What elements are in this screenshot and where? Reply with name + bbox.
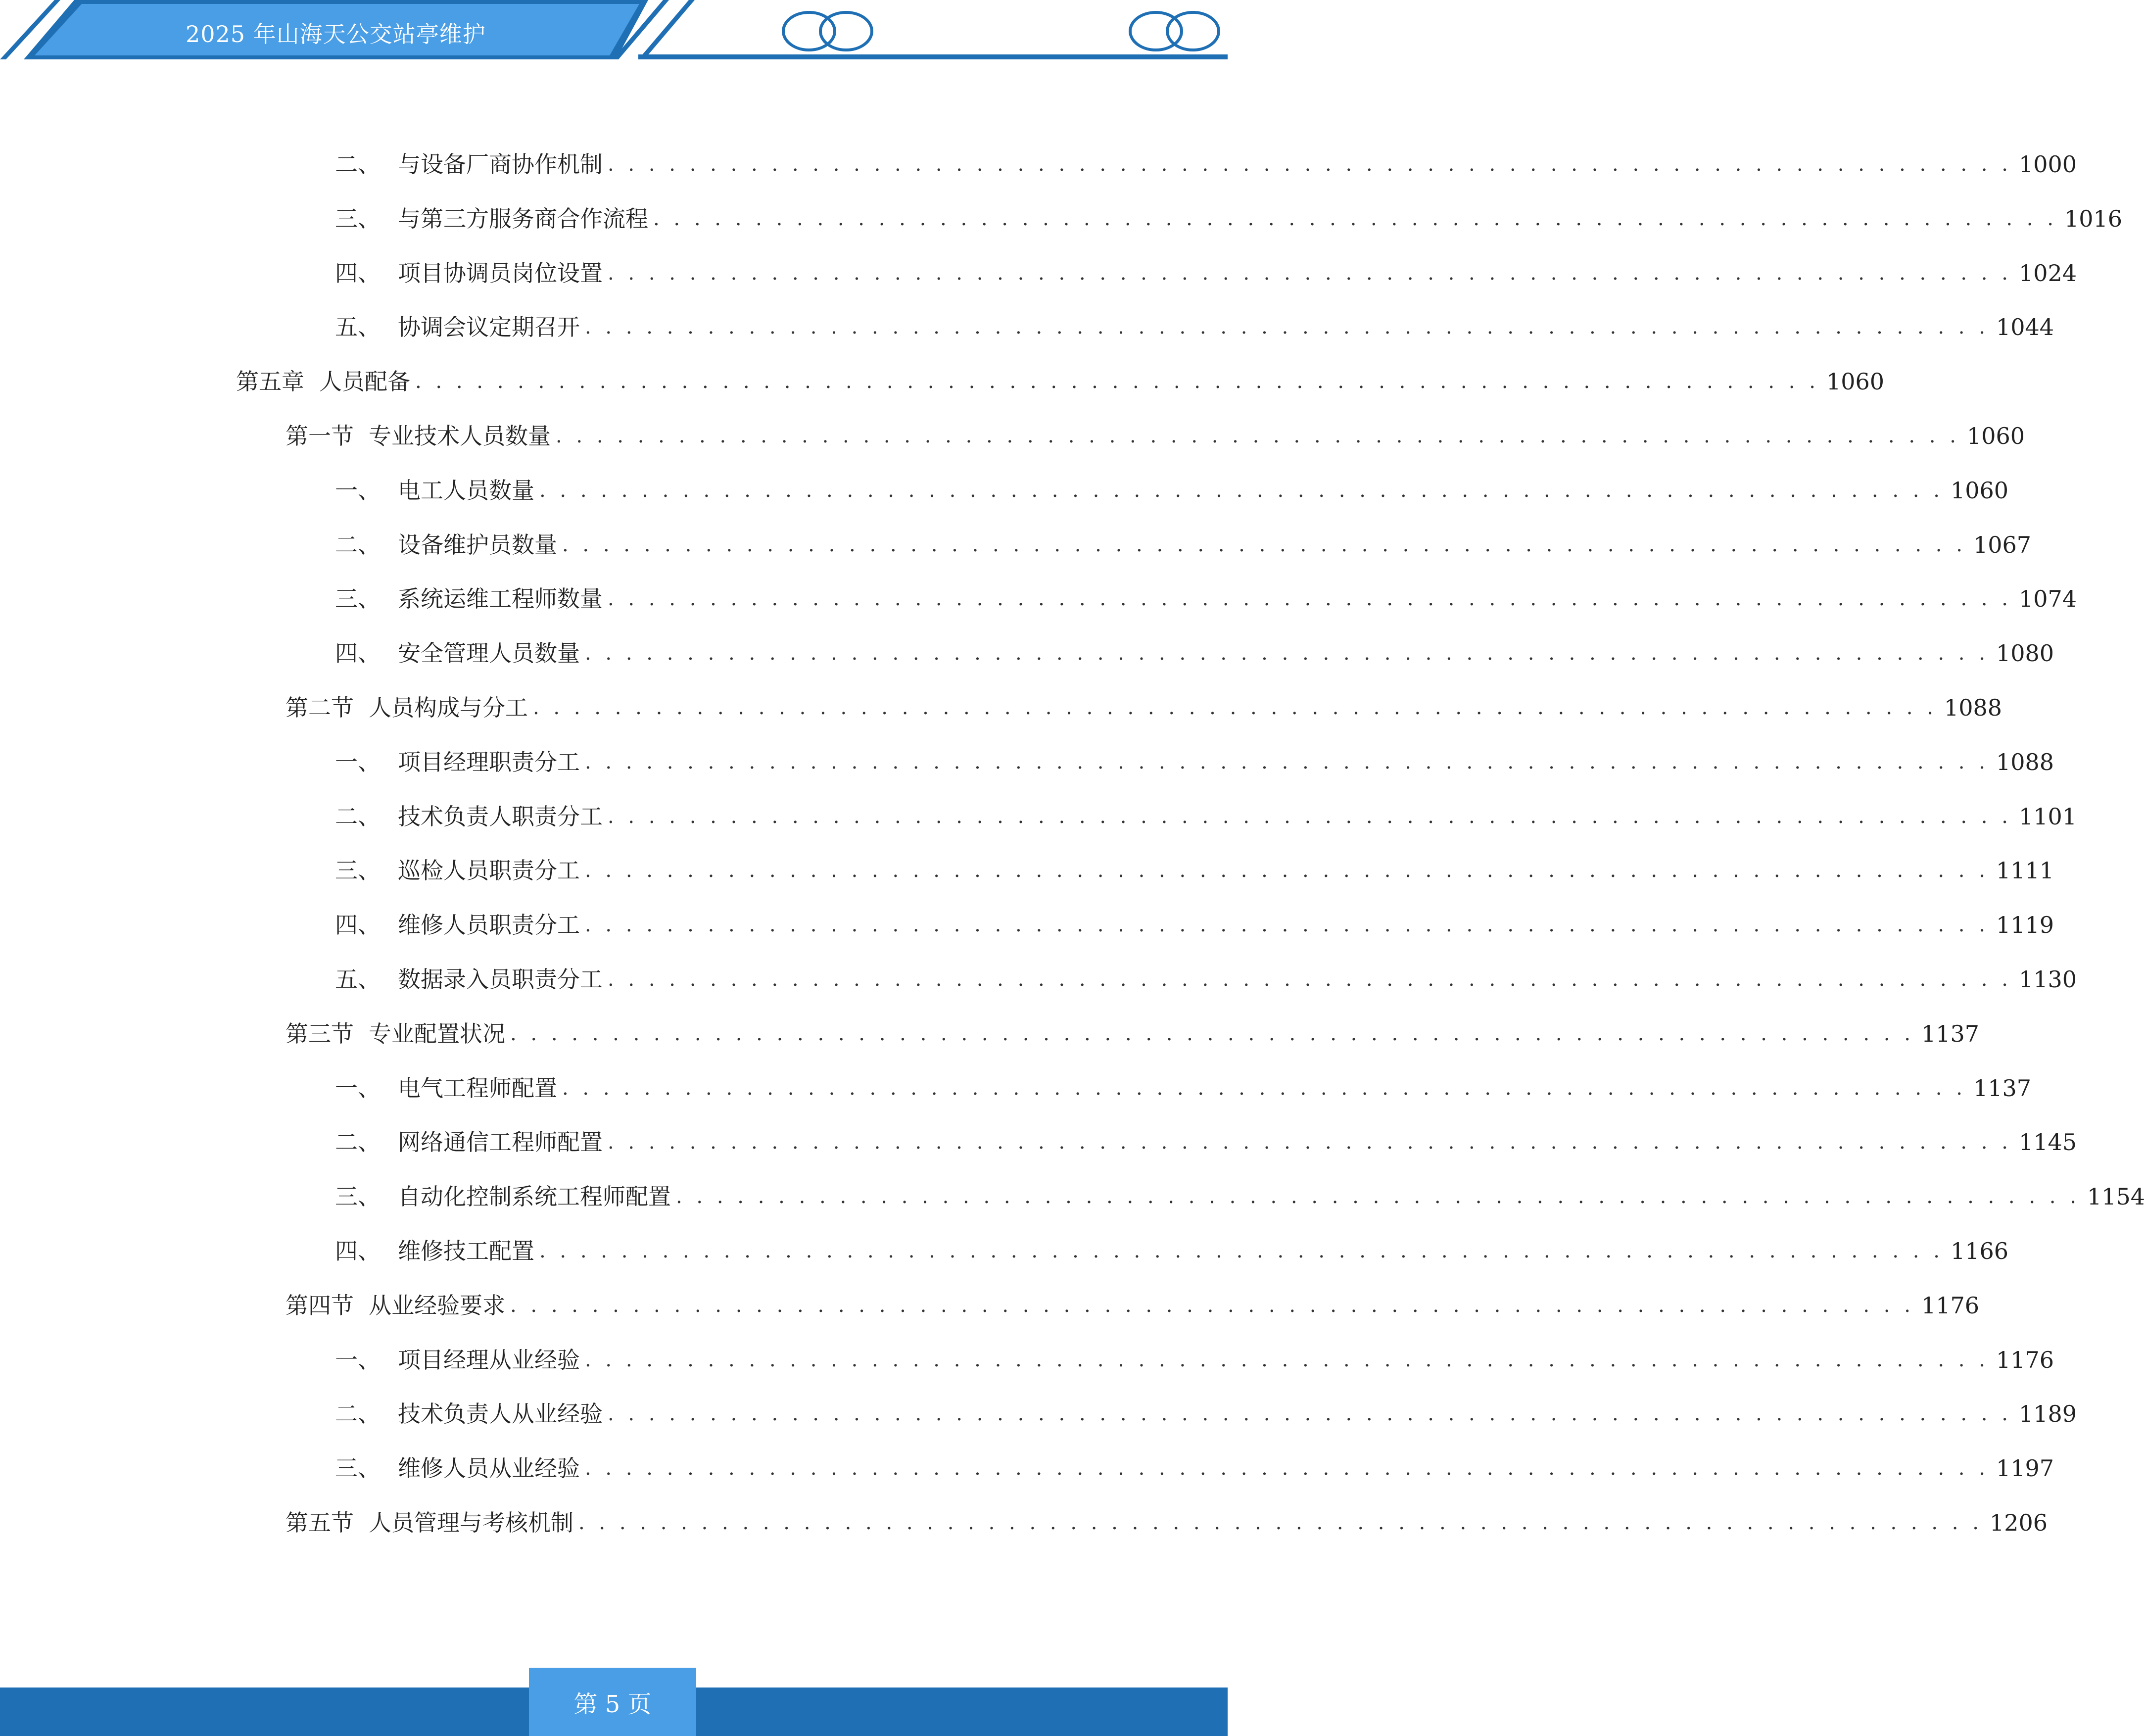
- toc-leader-dots: . . . . . . . . . . . . . . . . . . . . . . . . . . . . . . . . . . . . . . . . . . . . . . . . . . . . . . . . . . . . . . . . . . . . .: [585, 1457, 1989, 1480]
- toc-entry-number: 四、: [335, 1238, 381, 1264]
- toc-entry-page: 1189: [2018, 1400, 2077, 1427]
- toc-entry-title: 与第三方服务商合作流程: [398, 205, 648, 232]
- toc-entry-page: 1137: [1921, 1020, 1980, 1047]
- toc-leader-dots: . . . . . . . . . . . . . . . . . . . . . . . . . . . . . . . . . . . . . . . . . . . . . . . . . . . . . . . . . . . . . . . . . . . . .: [510, 1294, 1914, 1317]
- toc-entry-title: 与设备厂商协作机制: [398, 151, 603, 178]
- toc-leader-dots: . . . . . . . . . . . . . . . . . . . . . . . . . . . . . . . . . . . . . . . . . . . . . . . . . . . . . . . . . . . . . . . . . . . . .: [585, 642, 1989, 665]
- toc-entry-page: 1206: [1989, 1509, 2048, 1536]
- toc-entry-page: 1067: [1973, 531, 2032, 558]
- toc-leader-dots: . . . . . . . . . . . . . . . . . . . . . . . . . . . . . . . . . . . . . . . . . . . . . . . . . . . . . . . . . . . . . . . . . . . . .: [539, 479, 1944, 502]
- toc-entry[interactable]: [286, 1016, 1980, 1051]
- toc-entry-title: 从业经验要求: [369, 1292, 505, 1319]
- toc-entry-title: 设备维护员数量: [398, 531, 557, 558]
- toc-entry-number: 二、: [335, 1400, 381, 1427]
- toc-entry[interactable]: [335, 310, 2054, 344]
- toc-entry-number: 三、: [335, 585, 381, 612]
- toc-entry-page: 1176: [1996, 1347, 2054, 1373]
- toc-leader-dots: . . . . . . . . . . . . . . . . . . . . . . . . . . . . . . . . . . . . . . . . . . . . . . . . . . . . . . . . . . . . . . . . . . . . .: [562, 533, 1966, 556]
- toc-entry-number: 三、: [335, 857, 381, 884]
- toc-entry[interactable]: [335, 147, 2077, 182]
- toc-entry-page: 1130: [2018, 966, 2077, 993]
- toc-entry[interactable]: [335, 1397, 2077, 1431]
- toc-entry-title: 人员配备: [319, 368, 410, 395]
- toc-leader-dots: . . . . . . . . . . . . . . . . . . . . . . . . . . . . . . . . . . . . . . . . . . . . . . . . . . . . . . . . . . . . . . . . . . . . .: [608, 587, 2012, 610]
- toc-entry-number: 第二节: [286, 694, 354, 721]
- toc-entry-number: 三、: [335, 1183, 381, 1210]
- toc-entry[interactable]: [335, 1451, 2054, 1486]
- toc-entry-page: 1016: [2064, 205, 2123, 232]
- toc-entry-title: 人员管理与考核机制: [369, 1509, 573, 1536]
- toc-entry[interactable]: [335, 1234, 2009, 1268]
- toc-entry-title: 项目经理职责分工: [398, 749, 580, 775]
- toc-entry-title: 自动化控制系统工程师配置: [398, 1183, 671, 1210]
- toc-entry-page: 1176: [1921, 1292, 1980, 1319]
- toc-leader-dots: . . . . . . . . . . . . . . . . . . . . . . . . . . . . . . . . . . . . . . . . . . . . . . . . . . . . . . . . . . . . . . . . . . . . .: [562, 1077, 1966, 1100]
- toc-entry-page: 1111: [1996, 857, 2054, 884]
- toc-entry[interactable]: [335, 473, 2009, 508]
- toc-entry[interactable]: [335, 636, 2054, 671]
- toc-entry-page: 1088: [1996, 749, 2054, 775]
- toc-entry[interactable]: [335, 581, 2077, 616]
- header-title: 2025 年山海天公交站亭维护: [186, 21, 486, 48]
- toc-entry[interactable]: [286, 1288, 1980, 1323]
- toc-leader-dots: . . . . . . . . . . . . . . . . . . . . . . . . . . . . . . . . . . . . . . . . . . . . . . . . . . . . . . . . . . . . . . . . . . . . .: [608, 968, 2012, 991]
- page-number: 第 5 页: [573, 1690, 652, 1718]
- toc-entry-title: 项目协调员岗位设置: [398, 260, 603, 287]
- toc-leader-dots: . . . . . . . . . . . . . . . . . . . . . . . . . . . . . . . . . . . . . . . . . . . . . . . . . . . . . . . . . . . . . . . . . . . . .: [585, 1349, 1989, 1371]
- toc-entry-title: 专业配置状况: [369, 1020, 505, 1047]
- toc-entry[interactable]: [335, 1125, 2077, 1159]
- toc-entry-page: 1044: [1996, 314, 2054, 340]
- toc-entry-title: 专业技术人员数量: [369, 423, 551, 449]
- toc-entry-title: 人员构成与分工: [369, 694, 528, 721]
- toc-entry-number: 二、: [335, 531, 381, 558]
- toc-entry[interactable]: [335, 908, 2054, 942]
- toc-entry-title: 安全管理人员数量: [398, 640, 580, 667]
- toc-entry-title: 项目经理从业经验: [398, 1347, 580, 1373]
- toc-entry-title: 巡检人员职责分工: [398, 857, 580, 884]
- toc-entry-page: 1088: [1944, 694, 2002, 721]
- toc-leader-dots: . . . . . . . . . . . . . . . . . . . . . . . . . . . . . . . . . . . . . . . . . . . . . . . . . . . . . . . . . . . . . . . . . . . . .: [585, 751, 1989, 773]
- rings-logo-icon: [1130, 12, 1219, 50]
- toc-entry[interactable]: [286, 690, 2002, 725]
- toc-entry-page: 1080: [1996, 640, 2054, 667]
- toc-leader-dots: . . . . . . . . . . . . . . . . . . . . . . . . . . . . . . . . . . . . . . . . . . . . . . . . . . . . . . . . . . . . . . . . . . . . .: [510, 1022, 1914, 1045]
- toc-leader-dots: . . . . . . . . . . . . . . . . . . . . . . . . . . . . . . . . . . . . . . . . . . . . . . . . . . . . . . . . . . . . . . . . . . . . .: [608, 805, 2012, 828]
- toc-entry-page: 1154: [2087, 1183, 2145, 1210]
- toc-entry[interactable]: [286, 1505, 2048, 1540]
- toc-leader-dots: . . . . . . . . . . . . . . . . . . . . . . . . . . . . . . . . . . . . . . . . . . . . . . . . . . . . . . . . . . . . . . . . . . . . .: [653, 207, 2057, 230]
- toc-leader-dots: . . . . . . . . . . . . . . . . . . . . . . . . . . . . . . . . . . . . . . . . . . . . . . . . . . . . . . . . . . . . . . . . . . . . .: [556, 425, 1960, 447]
- toc-entry[interactable]: [335, 1179, 2145, 1214]
- toc-entry-page: 1137: [1973, 1075, 2032, 1102]
- toc-leader-dots: . . . . . . . . . . . . . . . . . . . . . . . . . . . . . . . . . . . . . . . . . . . . . . . . . . . . . . . . . . . . . . . . . . . . .: [585, 316, 1989, 338]
- toc-entry-page: 1166: [1950, 1238, 2009, 1264]
- toc-entry-title: 电工人员数量: [398, 477, 534, 504]
- toc-entry-title: 数据录入员职责分工: [398, 966, 603, 993]
- toc-entry-number: 第一节: [286, 423, 354, 449]
- toc-leader-dots: . . . . . . . . . . . . . . . . . . . . . . . . . . . . . . . . . . . . . . . . . . . . . . . . . . . . . . . . . . . . . . . . . . . . .: [585, 859, 1989, 882]
- toc-entry-number: 四、: [335, 640, 381, 667]
- toc-entry-number: 二、: [335, 803, 381, 830]
- toc-entry-title: 网络通信工程师配置: [398, 1129, 603, 1156]
- toc-entry-page: 1119: [1996, 912, 2054, 938]
- toc-leader-dots: . . . . . . . . . . . . . . . . . . . . . . . . . . . . . . . . . . . . . . . . . . . . . . . . . . . . . . . . . . . . . . . . . . . . .: [585, 914, 1989, 936]
- toc-entry-number: 二、: [335, 151, 381, 178]
- toc-entry[interactable]: [335, 256, 2077, 290]
- toc-leader-dots: . . . . . . . . . . . . . . . . . . . . . . . . . . . . . . . . . . . . . . . . . . . . . . . . . . . . . . . . . . . . . . . . . . . . .: [539, 1240, 1944, 1262]
- toc-leader-dots: . . . . . . . . . . . . . . . . . . . . . . . . . . . . . . . . . . . . . . . . . . . . . . . . . . . . . . . . . . . . . . . . . . . . .: [676, 1185, 2080, 1208]
- toc-leader-dots: . . . . . . . . . . . . . . . . . . . . . . . . . . . . . . . . . . . . . . . . . . . . . . . . . . . . . . . . . . . . . . . . . . . . .: [415, 370, 1819, 393]
- toc-entry-title: 电气工程师配置: [398, 1075, 557, 1102]
- toc-entry-title: 技术负责人从业经验: [398, 1400, 603, 1427]
- toc-entry-number: 一、: [335, 749, 381, 775]
- toc-entry-page: 1060: [1950, 477, 2009, 504]
- toc-leader-dots: . . . . . . . . . . . . . . . . . . . . . . . . . . . . . . . . . . . . . . . . . . . . . . . . . . . . . . . . . . . . . . . . . . . . .: [608, 153, 2012, 176]
- page-number-box: [529, 1668, 696, 1736]
- toc-entry-title: 维修技工配置: [398, 1238, 534, 1264]
- toc-entry[interactable]: [335, 201, 2123, 236]
- toc-entry-number: 四、: [335, 260, 381, 287]
- toc-entry-title: 维修人员从业经验: [398, 1455, 580, 1482]
- toc-entry-title: 技术负责人职责分工: [398, 803, 603, 830]
- toc-entry-page: 1145: [2018, 1129, 2077, 1156]
- header-decoration: [0, 0, 1228, 69]
- toc-entry[interactable]: [335, 1071, 2032, 1106]
- toc-leader-dots: . . . . . . . . . . . . . . . . . . . . . . . . . . . . . . . . . . . . . . . . . . . . . . . . . . . . . . . . . . . . . . . . . . . . .: [608, 262, 2012, 285]
- toc-entry-number: 一、: [335, 1075, 381, 1102]
- toc-entry-number: 五、: [335, 966, 381, 993]
- toc-entry-number: 四、: [335, 912, 381, 938]
- toc-entry-number: 一、: [335, 1347, 381, 1373]
- toc-leader-dots: . . . . . . . . . . . . . . . . . . . . . . . . . . . . . . . . . . . . . . . . . . . . . . . . . . . . . . . . . . . . . . . . . . . . .: [533, 696, 1937, 719]
- toc-entry[interactable]: [335, 745, 2054, 779]
- toc-entry-number: 一、: [335, 477, 381, 504]
- toc-entry[interactable]: [335, 853, 2054, 888]
- toc-entry-number: 三、: [335, 1455, 381, 1482]
- toc-entry-page: 1101: [2018, 803, 2077, 830]
- toc-entry-page: 1024: [2018, 260, 2077, 287]
- toc-entry[interactable]: [286, 419, 2025, 453]
- toc-entry[interactable]: [335, 962, 2077, 997]
- toc-leader-dots: . . . . . . . . . . . . . . . . . . . . . . . . . . . . . . . . . . . . . . . . . . . . . . . . . . . . . . . . . . . . . . . . . . . . .: [608, 1402, 2012, 1425]
- toc-entry-page: 1074: [2018, 585, 2077, 612]
- toc-entry-number: 三、: [335, 205, 381, 232]
- toc-entry-page: 1060: [1966, 423, 2025, 449]
- toc-entry[interactable]: [236, 364, 1885, 399]
- toc-entry-number: 第三节: [286, 1020, 354, 1047]
- toc-entry-page: 1197: [1996, 1455, 2054, 1482]
- toc-entry-title: 协调会议定期召开: [398, 314, 580, 340]
- toc-entry[interactable]: [335, 799, 2077, 834]
- toc-leader-dots: . . . . . . . . . . . . . . . . . . . . . . . . . . . . . . . . . . . . . . . . . . . . . . . . . . . . . . . . . . . . . . . . . . . . .: [578, 1511, 1983, 1534]
- rings-logo-icon: [783, 12, 872, 50]
- toc-entry[interactable]: [335, 1343, 2054, 1377]
- toc-entry-number: 第四节: [286, 1292, 354, 1319]
- header-right-line: [638, 54, 1228, 59]
- toc-entry-number: 五、: [335, 314, 381, 340]
- toc-entry[interactable]: [335, 528, 2032, 562]
- toc-leader-dots: . . . . . . . . . . . . . . . . . . . . . . . . . . . . . . . . . . . . . . . . . . . . . . . . . . . . . . . . . . . . . . . . . . . . .: [608, 1131, 2012, 1154]
- toc-entry-number: 第五节: [286, 1509, 354, 1536]
- toc-entry-page: 1060: [1826, 368, 1885, 395]
- toc-entry-title: 维修人员职责分工: [398, 912, 580, 938]
- toc-entry-page: 1000: [2018, 151, 2077, 178]
- header-right-slash-2: [638, 0, 695, 59]
- toc-entry-number: 第五章: [236, 368, 304, 395]
- toc-entry-number: 二、: [335, 1129, 381, 1156]
- toc-entry-title: 系统运维工程师数量: [398, 585, 603, 612]
